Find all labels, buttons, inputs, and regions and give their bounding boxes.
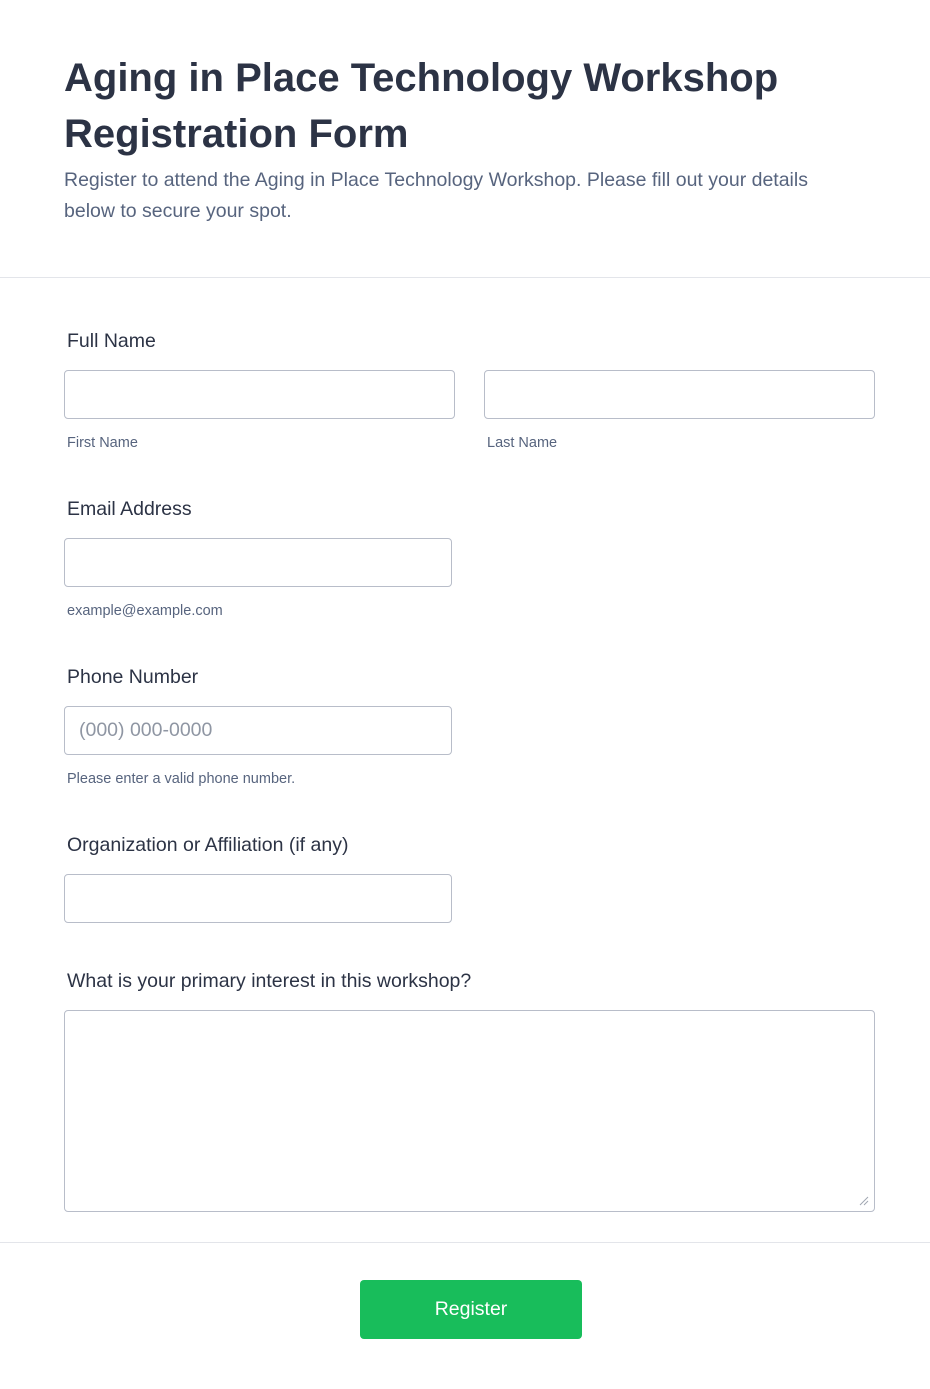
last-name-input[interactable] xyxy=(484,370,875,419)
organization-input[interactable] xyxy=(64,874,452,923)
email-sublabel: example@example.com xyxy=(67,603,223,619)
resize-grip-icon[interactable] xyxy=(859,1196,869,1206)
page-title: Aging in Place Technology Workshop Registration Form xyxy=(64,56,779,156)
first-name-input[interactable] xyxy=(64,370,455,419)
phone-sublabel: Please enter a valid phone number. xyxy=(67,771,296,787)
phone-label: Phone Number xyxy=(67,666,199,688)
register-button[interactable]: Register xyxy=(360,1280,582,1339)
email-label: Email Address xyxy=(67,498,192,520)
interest-label: What is your primary interest in this workshop? xyxy=(67,970,472,992)
form-header xyxy=(0,0,930,278)
organization-label: Organization or Affiliation (if any) xyxy=(67,834,349,856)
interest-textarea[interactable] xyxy=(64,1010,875,1212)
phone-input[interactable] xyxy=(64,706,452,755)
email-input[interactable] xyxy=(64,538,452,587)
full-name-label: Full Name xyxy=(67,330,156,352)
last-name-sublabel: Last Name xyxy=(487,435,558,451)
page-subtitle: Register to attend the Aging in Place Technology Workshop. Please fill out your details below to secure your spot. xyxy=(64,169,808,222)
first-name-sublabel: First Name xyxy=(67,435,138,451)
footer-divider xyxy=(0,1242,930,1243)
